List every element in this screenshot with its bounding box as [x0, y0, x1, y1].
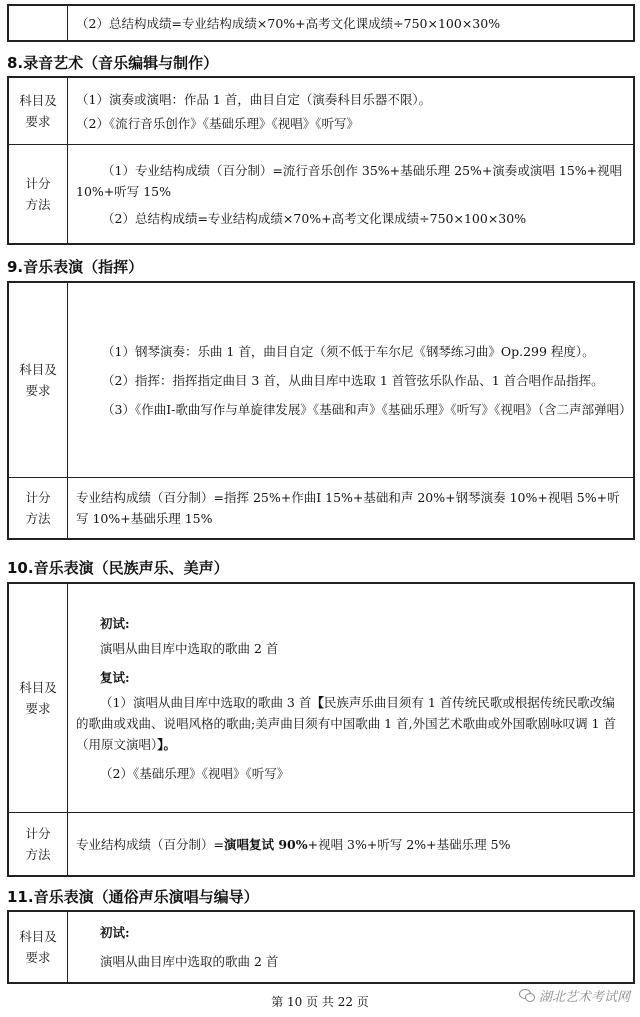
- req-label: [8, 911, 68, 983]
- score-line: （1）专业结构成绩（百分制）=流行音乐创作 35%+基础乐理 25%+演奏或演唱 15%+视唱 10%+听写 15%: [76, 162, 623, 199]
- req-content: [68, 77, 635, 145]
- score-label-line: 计分: [25, 490, 51, 505]
- section-10-table: [7, 582, 635, 877]
- text-run: 民族声乐曲目须有 1 首传统民歌或根据传统民歌改编的歌曲或戏曲、说唱风格的歌曲;美声曲目须有中国歌曲 1 首,外国艺术歌曲或外国歌剧咏叹调 1 首（用原文演唱）: [76, 694, 616, 752]
- req-line: （1）钢琴演奏：乐曲 1 首，曲目自定（须不低于车尔尼《钢琴练习曲》Op.299 程度）。: [102, 343, 595, 359]
- req-label-line: 要求: [25, 950, 51, 965]
- score-label-line: 方法: [25, 197, 51, 212]
- score-content: [68, 145, 635, 245]
- second-round-title: 复试:: [100, 669, 130, 685]
- second-round-line-2: （2）《基础乐理》《视唱》《听写》: [100, 765, 290, 781]
- score-content: [68, 813, 635, 877]
- score-label: [8, 478, 68, 540]
- top-score-row: （2）总结构成绩=专业结构成绩×70%+高考文化课成绩÷750×100×30%: [68, 5, 635, 41]
- score-label-line: 计分: [25, 176, 51, 191]
- score-content: 专业结构成绩（百分制）=指挥 25%+作曲Ⅰ 15%+基础和声 20%+钢琴演奏 10%+视唱 5%+听写 10%+基础乐理 15%: [68, 478, 635, 540]
- req-label-line: 科目及: [19, 680, 57, 695]
- wechat-icon: [519, 989, 535, 1002]
- req-content: [68, 282, 635, 478]
- bracket: 【: [311, 694, 324, 710]
- score-label-line: 方法: [25, 511, 51, 526]
- section-9-table: [7, 281, 635, 540]
- section-11-table: [7, 910, 635, 984]
- req-label-line: 科目及: [19, 929, 57, 944]
- bracket: 】。: [157, 736, 177, 752]
- first-round-text: 演唱从曲目库中选取的歌曲 2 首: [100, 954, 279, 969]
- section-10-heading: 10.音乐表演（民族声乐、美声）: [7, 559, 229, 577]
- req-line: （1）演奏或演唱：作品 1 首，曲目自定（演奏科目乐器不限）。: [76, 91, 432, 107]
- section-8-table: [7, 76, 635, 245]
- section-9-heading: 9.音乐表演（指挥）: [7, 258, 144, 276]
- watermark-text: 湖北艺术考试网: [538, 990, 630, 1005]
- req-label-line: 要求: [25, 383, 51, 398]
- req-label: [8, 77, 68, 145]
- first-round-title: 初试:: [100, 925, 130, 940]
- first-round-title: 初试:: [100, 615, 130, 631]
- req-line: （2）《流行音乐创作》《基础乐理》《视唱》《听写》: [76, 115, 359, 131]
- score-label: [8, 145, 68, 245]
- text-run: 专业结构成绩（百分制）=: [76, 836, 224, 852]
- req-label-line: 科目及: [19, 93, 57, 108]
- score-label-line: 方法: [25, 847, 51, 862]
- req-label-line: 要求: [25, 114, 51, 129]
- page-footer: 第 10 页 共 22 页: [271, 995, 369, 1009]
- first-round-text: 演唱从曲目库中选取的歌曲 2 首: [100, 640, 279, 656]
- req-label-line: 要求: [25, 701, 51, 716]
- section-11-heading: 11.音乐表演（通俗声乐演唱与编导）: [7, 888, 259, 906]
- empty-label-cell: [8, 5, 68, 41]
- req-content: [68, 583, 635, 813]
- section-8-heading: 8.录音艺术（音乐编辑与制作）: [7, 54, 219, 72]
- bold-run: 演唱复试 90%: [223, 836, 308, 852]
- req-line: （3）《作曲Ⅰ-歌曲写作与单旋律发展》《基础和声》《基础乐理》《听写》《视唱》（含二声部弹唱）: [102, 401, 632, 417]
- text-run: +视唱 3%+听写 2%+基础乐理 5%: [307, 836, 511, 852]
- req-label-line: 科目及: [19, 362, 57, 377]
- req-label: [8, 583, 68, 813]
- second-round-line-1: [76, 692, 627, 755]
- score-line: （2）总结构成绩=专业结构成绩×70%+高考文化课成绩÷750×100×30%: [102, 210, 527, 226]
- req-line: （2）指挥：指挥指定曲目 3 首，从曲目库中选取 1 首管弦乐队作品、1 首合唱作品指挥。: [102, 372, 604, 388]
- req-content: [68, 911, 635, 983]
- text-run: （1）演唱从曲目库中选取的歌曲 3 首: [100, 694, 312, 710]
- watermark: [519, 986, 630, 1005]
- score-label-line: 计分: [25, 826, 51, 841]
- continued-table: [7, 4, 635, 42]
- score-label: [8, 813, 68, 877]
- req-label: [8, 282, 68, 478]
